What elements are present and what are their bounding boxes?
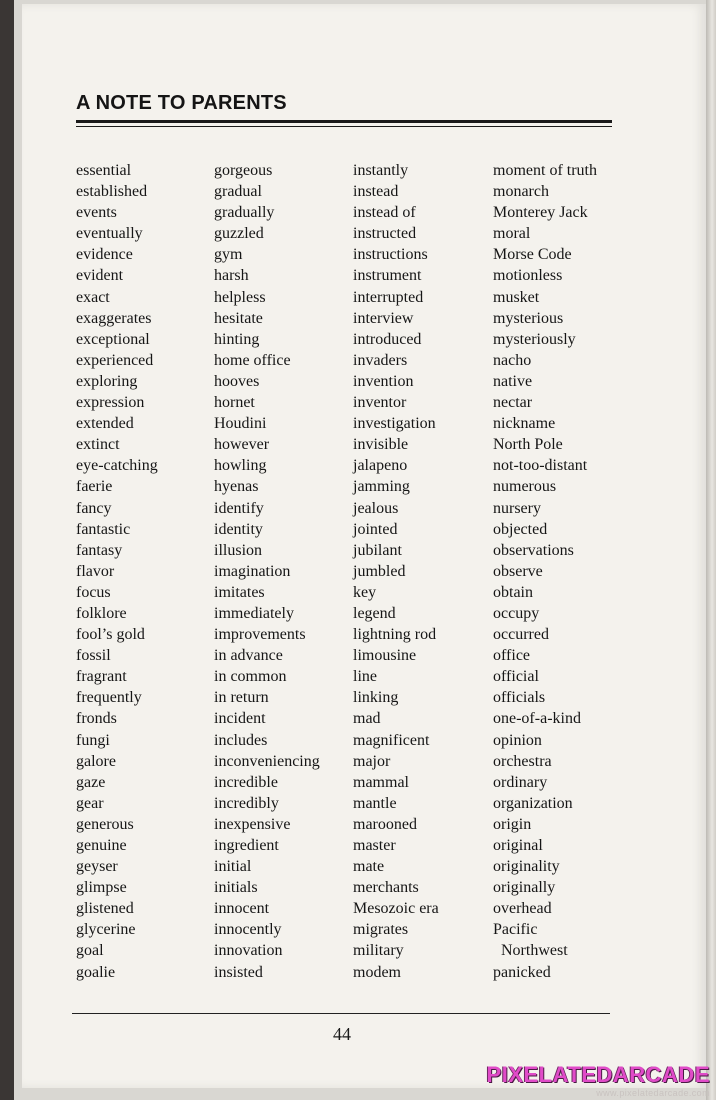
vocabulary-word: instead: [353, 183, 399, 201]
vocabulary-word: instructed: [353, 225, 417, 243]
vocabulary-word: goalie: [76, 963, 116, 981]
title-rule-thick: [76, 120, 612, 123]
vocabulary-word: mad: [353, 710, 381, 728]
vocabulary-word: opinion: [493, 731, 542, 749]
vocabulary-word: fool’s gold: [76, 626, 145, 644]
vocabulary-word: immediately: [214, 604, 294, 622]
vocabulary-word: North Pole: [493, 436, 563, 454]
vocabulary-word: imagination: [214, 562, 291, 580]
vocabulary-word: identify: [214, 499, 264, 517]
vocabulary-word: evidence: [76, 246, 133, 264]
vocabulary-word: fronds: [76, 710, 117, 728]
vocabulary-word: panicked: [493, 963, 551, 981]
vocabulary-word: gaze: [76, 773, 106, 791]
vocabulary-word: orchestra: [493, 752, 552, 770]
vocabulary-word: expression: [76, 394, 145, 412]
vocabulary-word: nickname: [493, 415, 556, 433]
vocabulary-word: inexpensive: [214, 815, 291, 833]
vocabulary-word: incident: [214, 710, 266, 728]
word-column-3: [353, 160, 439, 983]
vocabulary-word: Morse Code: [493, 246, 572, 264]
vocabulary-word: limousine: [353, 647, 417, 665]
vocabulary-word: in advance: [214, 647, 283, 665]
vocabulary-word: folklore: [76, 604, 127, 622]
vocabulary-word: moment of truth: [493, 162, 597, 179]
vocabulary-word: galore: [76, 752, 116, 770]
vocabulary-word: Mesozoic era: [353, 900, 439, 918]
vocabulary-word: evident: [76, 267, 124, 285]
vocabulary-word: introduced: [353, 330, 422, 348]
vocabulary-word: modem: [353, 963, 401, 981]
vocabulary-word: howling: [214, 457, 267, 475]
page-edge: [706, 0, 716, 1100]
vocabulary-word: native: [493, 372, 533, 390]
vocabulary-word: initials: [214, 879, 258, 897]
vocabulary-word: interview: [353, 309, 414, 327]
vocabulary-word: nectar: [493, 394, 533, 412]
vocabulary-word: fantastic: [76, 520, 131, 538]
vocabulary-word: fungi: [76, 731, 110, 749]
vocabulary-word: mate: [353, 858, 385, 876]
vocabulary-word: instead of: [353, 204, 416, 222]
vocabulary-word: gradual: [214, 183, 262, 201]
vocabulary-word: jointed: [353, 520, 398, 538]
vocabulary-word: musket: [493, 288, 540, 306]
vocabulary-word: hooves: [214, 372, 260, 390]
vocabulary-word: genuine: [76, 837, 127, 854]
vocabulary-word: hyenas: [214, 478, 259, 496]
vocabulary-word: official: [493, 668, 539, 686]
vocabulary-word: exploring: [76, 372, 138, 390]
word-column-2: [214, 160, 320, 983]
vocabulary-word: nacho: [493, 351, 532, 369]
vocabulary-word: extended: [76, 415, 134, 433]
vocabulary-word: lightning rod: [353, 626, 437, 644]
vocabulary-word: exceptional: [76, 330, 150, 348]
vocabulary-word: gorgeous: [214, 162, 273, 179]
vocabulary-word: invention: [353, 372, 414, 390]
vocabulary-word: faerie: [76, 478, 113, 496]
vocabulary-word: innocently: [214, 921, 282, 939]
vocabulary-word: instrument: [353, 267, 422, 285]
vocabulary-word: mammal: [353, 773, 409, 791]
vocabulary-word: office: [493, 647, 531, 665]
vocabulary-word: inconveniencing: [214, 752, 320, 770]
vocabulary-word: fragrant: [76, 668, 127, 686]
vocabulary-word: mantle: [353, 794, 397, 812]
vocabulary-word: established: [76, 183, 148, 201]
vocabulary-word: originally: [493, 879, 556, 897]
vocabulary-word: line: [353, 668, 377, 686]
vocabulary-word: instantly: [353, 162, 409, 179]
vocabulary-word: interrupted: [353, 288, 424, 306]
vocabulary-word: instructions: [353, 246, 428, 264]
vocabulary-word: focus: [76, 583, 111, 601]
vocabulary-word: major: [353, 752, 391, 770]
vocabulary-word: gear: [76, 794, 104, 812]
vocabulary-word: fossil: [76, 647, 111, 665]
watermark: [487, 1062, 710, 1098]
word-column-1: [76, 160, 158, 983]
vocabulary-word: goal: [76, 942, 104, 960]
vocabulary-word: home office: [214, 351, 291, 369]
vocabulary-word: innovation: [214, 942, 283, 960]
vocabulary-word: jalapeno: [353, 457, 408, 475]
vocabulary-word: jealous: [353, 499, 399, 517]
vocabulary-word: improvements: [214, 626, 306, 644]
vocabulary-word: jubilant: [353, 541, 402, 559]
vocabulary-word: fantasy: [76, 541, 123, 559]
vocabulary-word: jumbled: [353, 562, 406, 580]
vocabulary-word: generous: [76, 815, 134, 833]
vocabulary-word: inventor: [353, 394, 407, 412]
vocabulary-word: gym: [214, 246, 243, 264]
vocabulary-word: legend: [353, 604, 396, 622]
vocabulary-word: linking: [353, 689, 399, 707]
vocabulary-word: however: [214, 436, 270, 454]
vocabulary-word: helpless: [214, 288, 266, 306]
vocabulary-word: Northwest: [493, 942, 568, 960]
title-rule-thin: [76, 126, 612, 127]
vocabulary-word: jamming: [353, 478, 410, 496]
vocabulary-word: invaders: [353, 351, 408, 369]
watermark-brand: PIXELATEDARCADE: [486, 1062, 710, 1087]
vocabulary-word: investigation: [353, 415, 436, 433]
vocabulary-word: objected: [493, 520, 548, 538]
vocabulary-word: organization: [493, 794, 573, 812]
vocabulary-word: military: [353, 942, 404, 960]
vocabulary-word: incredibly: [214, 794, 279, 812]
vocabulary-word: exaggerates: [76, 309, 152, 327]
vocabulary-word: glycerine: [76, 921, 136, 939]
vocabulary-word: mysteriously: [493, 330, 576, 348]
vocabulary-word: in return: [214, 689, 269, 707]
vocabulary-word: one-of-a-kind: [493, 710, 581, 728]
vocabulary-word: identity: [214, 520, 263, 538]
vocabulary-word: glistened: [76, 900, 134, 918]
vocabulary-word: moral: [493, 225, 531, 243]
vocabulary-word: hornet: [214, 394, 255, 412]
vocabulary-word: merchants: [353, 879, 419, 897]
vocabulary-word: originality: [493, 858, 560, 876]
vocabulary-word: imitates: [214, 583, 265, 601]
vocabulary-word: in common: [214, 668, 287, 686]
vocabulary-word: incredible: [214, 773, 278, 791]
vocabulary-word: numerous: [493, 478, 557, 496]
vocabulary-word: observations: [493, 541, 574, 559]
vocabulary-word: invisible: [353, 436, 409, 454]
vocabulary-word: occupy: [493, 604, 540, 622]
vocabulary-word: flavor: [76, 562, 115, 580]
vocabulary-word: Houdini: [214, 415, 267, 433]
vocabulary-word: not-too-distant: [493, 457, 588, 475]
vocabulary-word: guzzled: [214, 225, 264, 243]
vocabulary-word: key: [353, 583, 377, 601]
vocabulary-word: motionless: [493, 267, 563, 285]
vocabulary-word: exact: [76, 288, 110, 306]
vocabulary-word: original: [493, 837, 543, 854]
vocabulary-word: includes: [214, 731, 268, 749]
vocabulary-word: events: [76, 204, 117, 222]
vocabulary-word: officials: [493, 689, 546, 707]
vocabulary-word: overhead: [493, 900, 552, 918]
page-number: 44: [333, 1024, 351, 1044]
vocabulary-word: initial: [214, 858, 252, 876]
vocabulary-word: magnificent: [353, 731, 430, 749]
vocabulary-word: innocent: [214, 900, 270, 918]
vocabulary-word: experienced: [76, 351, 154, 369]
vocabulary-word: geyser: [76, 858, 118, 876]
vocabulary-word: extinct: [76, 436, 120, 454]
vocabulary-word: mysterious: [493, 309, 564, 327]
vocabulary-word: master: [353, 837, 396, 854]
vocabulary-word: gradually: [214, 204, 275, 222]
vocabulary-word: eventually: [76, 225, 143, 243]
vocabulary-word: nursery: [493, 499, 541, 517]
vocabulary-word: marooned: [353, 815, 417, 833]
vocabulary-word: ordinary: [493, 773, 548, 791]
footer-rule: [72, 1013, 610, 1014]
vocabulary-word: glimpse: [76, 879, 127, 897]
vocabulary-word: essential: [76, 162, 132, 179]
vocabulary-word: obtain: [493, 583, 533, 601]
vocabulary-word: fancy: [76, 499, 112, 517]
page-title: A NOTE TO PARENTS: [76, 92, 287, 114]
vocabulary-word: hesitate: [214, 309, 263, 327]
vocabulary-word: occurred: [493, 626, 549, 644]
vocabulary-word: frequently: [76, 689, 142, 707]
vocabulary-word: monarch: [493, 183, 549, 201]
word-column-4: [493, 160, 597, 983]
vocabulary-word: origin: [493, 815, 532, 833]
vocabulary-word: migrates: [353, 921, 409, 939]
vocabulary-word: observe: [493, 562, 543, 580]
vocabulary-word: Pacific: [493, 921, 538, 939]
vocabulary-word: ingredient: [214, 837, 279, 854]
vocabulary-word: illusion: [214, 541, 263, 559]
vocabulary-word: harsh: [214, 267, 249, 285]
watermark-url: www.pixelatedarcade.com: [596, 1088, 710, 1098]
vocabulary-word: Monterey Jack: [493, 204, 588, 222]
vocabulary-word: insisted: [214, 963, 263, 981]
vocabulary-word: eye-catching: [76, 457, 158, 475]
vocabulary-word: hinting: [214, 330, 260, 348]
